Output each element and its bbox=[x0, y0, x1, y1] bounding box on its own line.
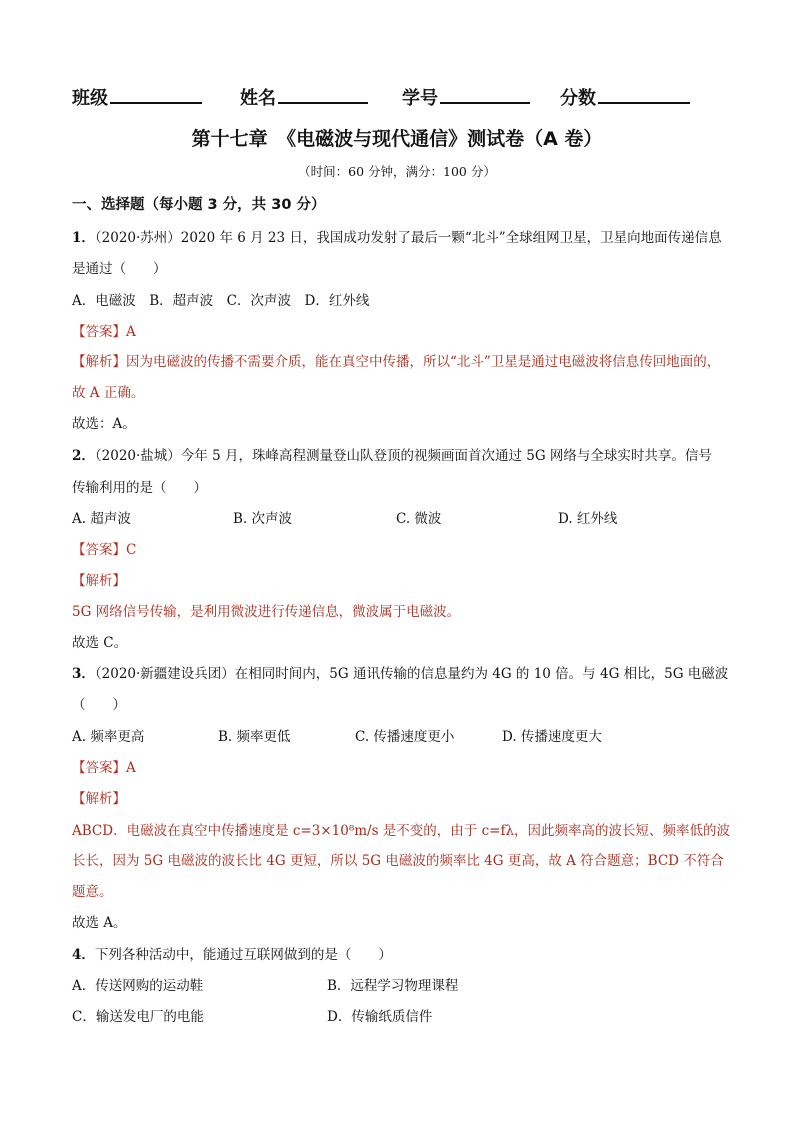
question-4-options-row-2 bbox=[72, 1005, 728, 1025]
option-c: C. 微波 bbox=[396, 511, 442, 527]
id-blank[interactable] bbox=[440, 84, 530, 104]
question-1-options: A．电磁波 B．超声波 C．次声波 D．红外线 bbox=[72, 293, 370, 309]
question-2-analysis-tag: 【解析】 bbox=[72, 573, 126, 589]
name-label: 姓名 bbox=[240, 88, 276, 109]
question-2-options bbox=[72, 507, 728, 527]
option-d: D．传输纸质信件 bbox=[327, 1009, 433, 1025]
answer-value: C bbox=[126, 542, 137, 558]
question-3-answer bbox=[72, 756, 728, 776]
option-a: A. 超声波 bbox=[72, 511, 131, 527]
question-1-answer bbox=[72, 320, 728, 340]
question-2-stem: （2020·盐城）今年 5 月，珠峰高程测量登山队登顶的视频画面首次通过 5G 网络与全球实时共享。信号 bbox=[94, 448, 712, 464]
answer-value: A bbox=[126, 324, 136, 340]
question-1-analysis-2: 故 A 正确。 bbox=[72, 385, 145, 401]
answer-tag: 【答案】 bbox=[72, 324, 126, 340]
question-1-stem: （2020·苏州）2020 年 6 月 23 日，我国成功发射了最后一颗“北斗”全球组网卫星，卫星向地面传递信息 bbox=[94, 230, 722, 246]
question-3-analysis-tag: 【解析】 bbox=[72, 791, 126, 807]
name-field[interactable] bbox=[240, 84, 368, 110]
exam-subtitle: （时间：60 分钟，满分：100 分） bbox=[298, 164, 496, 179]
section-heading: 一、选择题（每小题 3 分，共 30 分） bbox=[72, 197, 326, 213]
question-4-stem: 下列各种活动中，能通过互联网做到的是（ ） bbox=[94, 947, 392, 963]
question-1-line-1 bbox=[72, 226, 728, 246]
question-4-options-row-1 bbox=[72, 974, 728, 994]
option-c: C. 传播速度更小 bbox=[355, 729, 455, 745]
question-2-line-1 bbox=[72, 444, 728, 464]
option-b: B．远程学习物理课程 bbox=[327, 978, 459, 994]
question-3-analysis-1: ABCD．电磁波在真空中传播速度是 c=3×10⁸m/s 是不变的，由于 c=fλ，因此频率高的波长短、频率低的波 bbox=[72, 823, 731, 839]
question-3-analysis-3: 题意。 bbox=[72, 884, 113, 900]
answer-value: A bbox=[126, 760, 136, 776]
id-label: 学号 bbox=[402, 88, 438, 109]
question-4-line-1 bbox=[72, 943, 728, 963]
option-a: A．传送网购的运动鞋 bbox=[72, 978, 204, 994]
score-field[interactable] bbox=[560, 84, 690, 110]
question-4-number: 4． bbox=[72, 947, 95, 963]
name-blank[interactable] bbox=[278, 84, 368, 104]
id-field[interactable] bbox=[402, 84, 530, 110]
option-d: D. 红外线 bbox=[558, 511, 618, 527]
question-3-number: 3． bbox=[72, 666, 95, 682]
question-2-answer bbox=[72, 538, 728, 558]
score-blank[interactable] bbox=[598, 84, 690, 104]
question-2-choice: 故选 C。 bbox=[72, 635, 128, 651]
question-3-options bbox=[72, 725, 728, 745]
class-blank[interactable] bbox=[110, 84, 202, 104]
analysis-text: 因为电磁波的传播不需要介质，能在真空中传播，所以“北斗”卫星是通过电磁波将信息传回地面的， bbox=[126, 354, 721, 370]
class-field[interactable] bbox=[72, 84, 202, 110]
option-c: C．输送发电厂的电能 bbox=[72, 1009, 204, 1025]
question-1-analysis-1 bbox=[72, 350, 728, 370]
answer-tag: 【答案】 bbox=[72, 760, 126, 776]
question-3-line-1 bbox=[72, 662, 728, 682]
option-d: D. 传播速度更大 bbox=[502, 729, 602, 745]
question-3-choice: 故选 A。 bbox=[72, 915, 127, 931]
exam-title: 第十七章 《电磁波与现代通信》测试卷（A 卷） bbox=[191, 128, 603, 150]
class-label: 班级 bbox=[72, 88, 108, 109]
question-2-analysis-1: 5G 网络信号传输，是利用微波进行传递信息，微波属于电磁波。 bbox=[72, 604, 461, 620]
question-1-line-2: 是通过（ ） bbox=[72, 261, 167, 277]
question-3-analysis-2: 长长，因为 5G 电磁波的波长比 4G 更短，所以 5G 电磁波的频率比 4G 更高，故 A 符合题意；BCD 不符合 bbox=[72, 853, 724, 869]
question-2-line-2: 传输利用的是（ ） bbox=[72, 480, 207, 496]
student-info-line bbox=[72, 84, 722, 110]
question-3-line-2: （ ） bbox=[72, 697, 126, 713]
question-3-stem: （2020·新疆建设兵团）在相同时间内，5G 通讯传输的信息量约为 4G 的 10 倍。与 4G 相比，5G 电磁波 bbox=[94, 666, 729, 682]
analysis-tag: 【解析】 bbox=[72, 354, 126, 370]
score-label: 分数 bbox=[560, 88, 596, 109]
option-b: B. 频率更低 bbox=[218, 729, 291, 745]
option-b: B. 次声波 bbox=[233, 511, 293, 527]
question-1-number: 1． bbox=[72, 230, 95, 246]
question-2-number: 2． bbox=[72, 448, 95, 464]
question-1-choice: 故选：A。 bbox=[72, 416, 136, 432]
option-a: A. 频率更高 bbox=[72, 729, 145, 745]
answer-tag: 【答案】 bbox=[72, 542, 126, 558]
